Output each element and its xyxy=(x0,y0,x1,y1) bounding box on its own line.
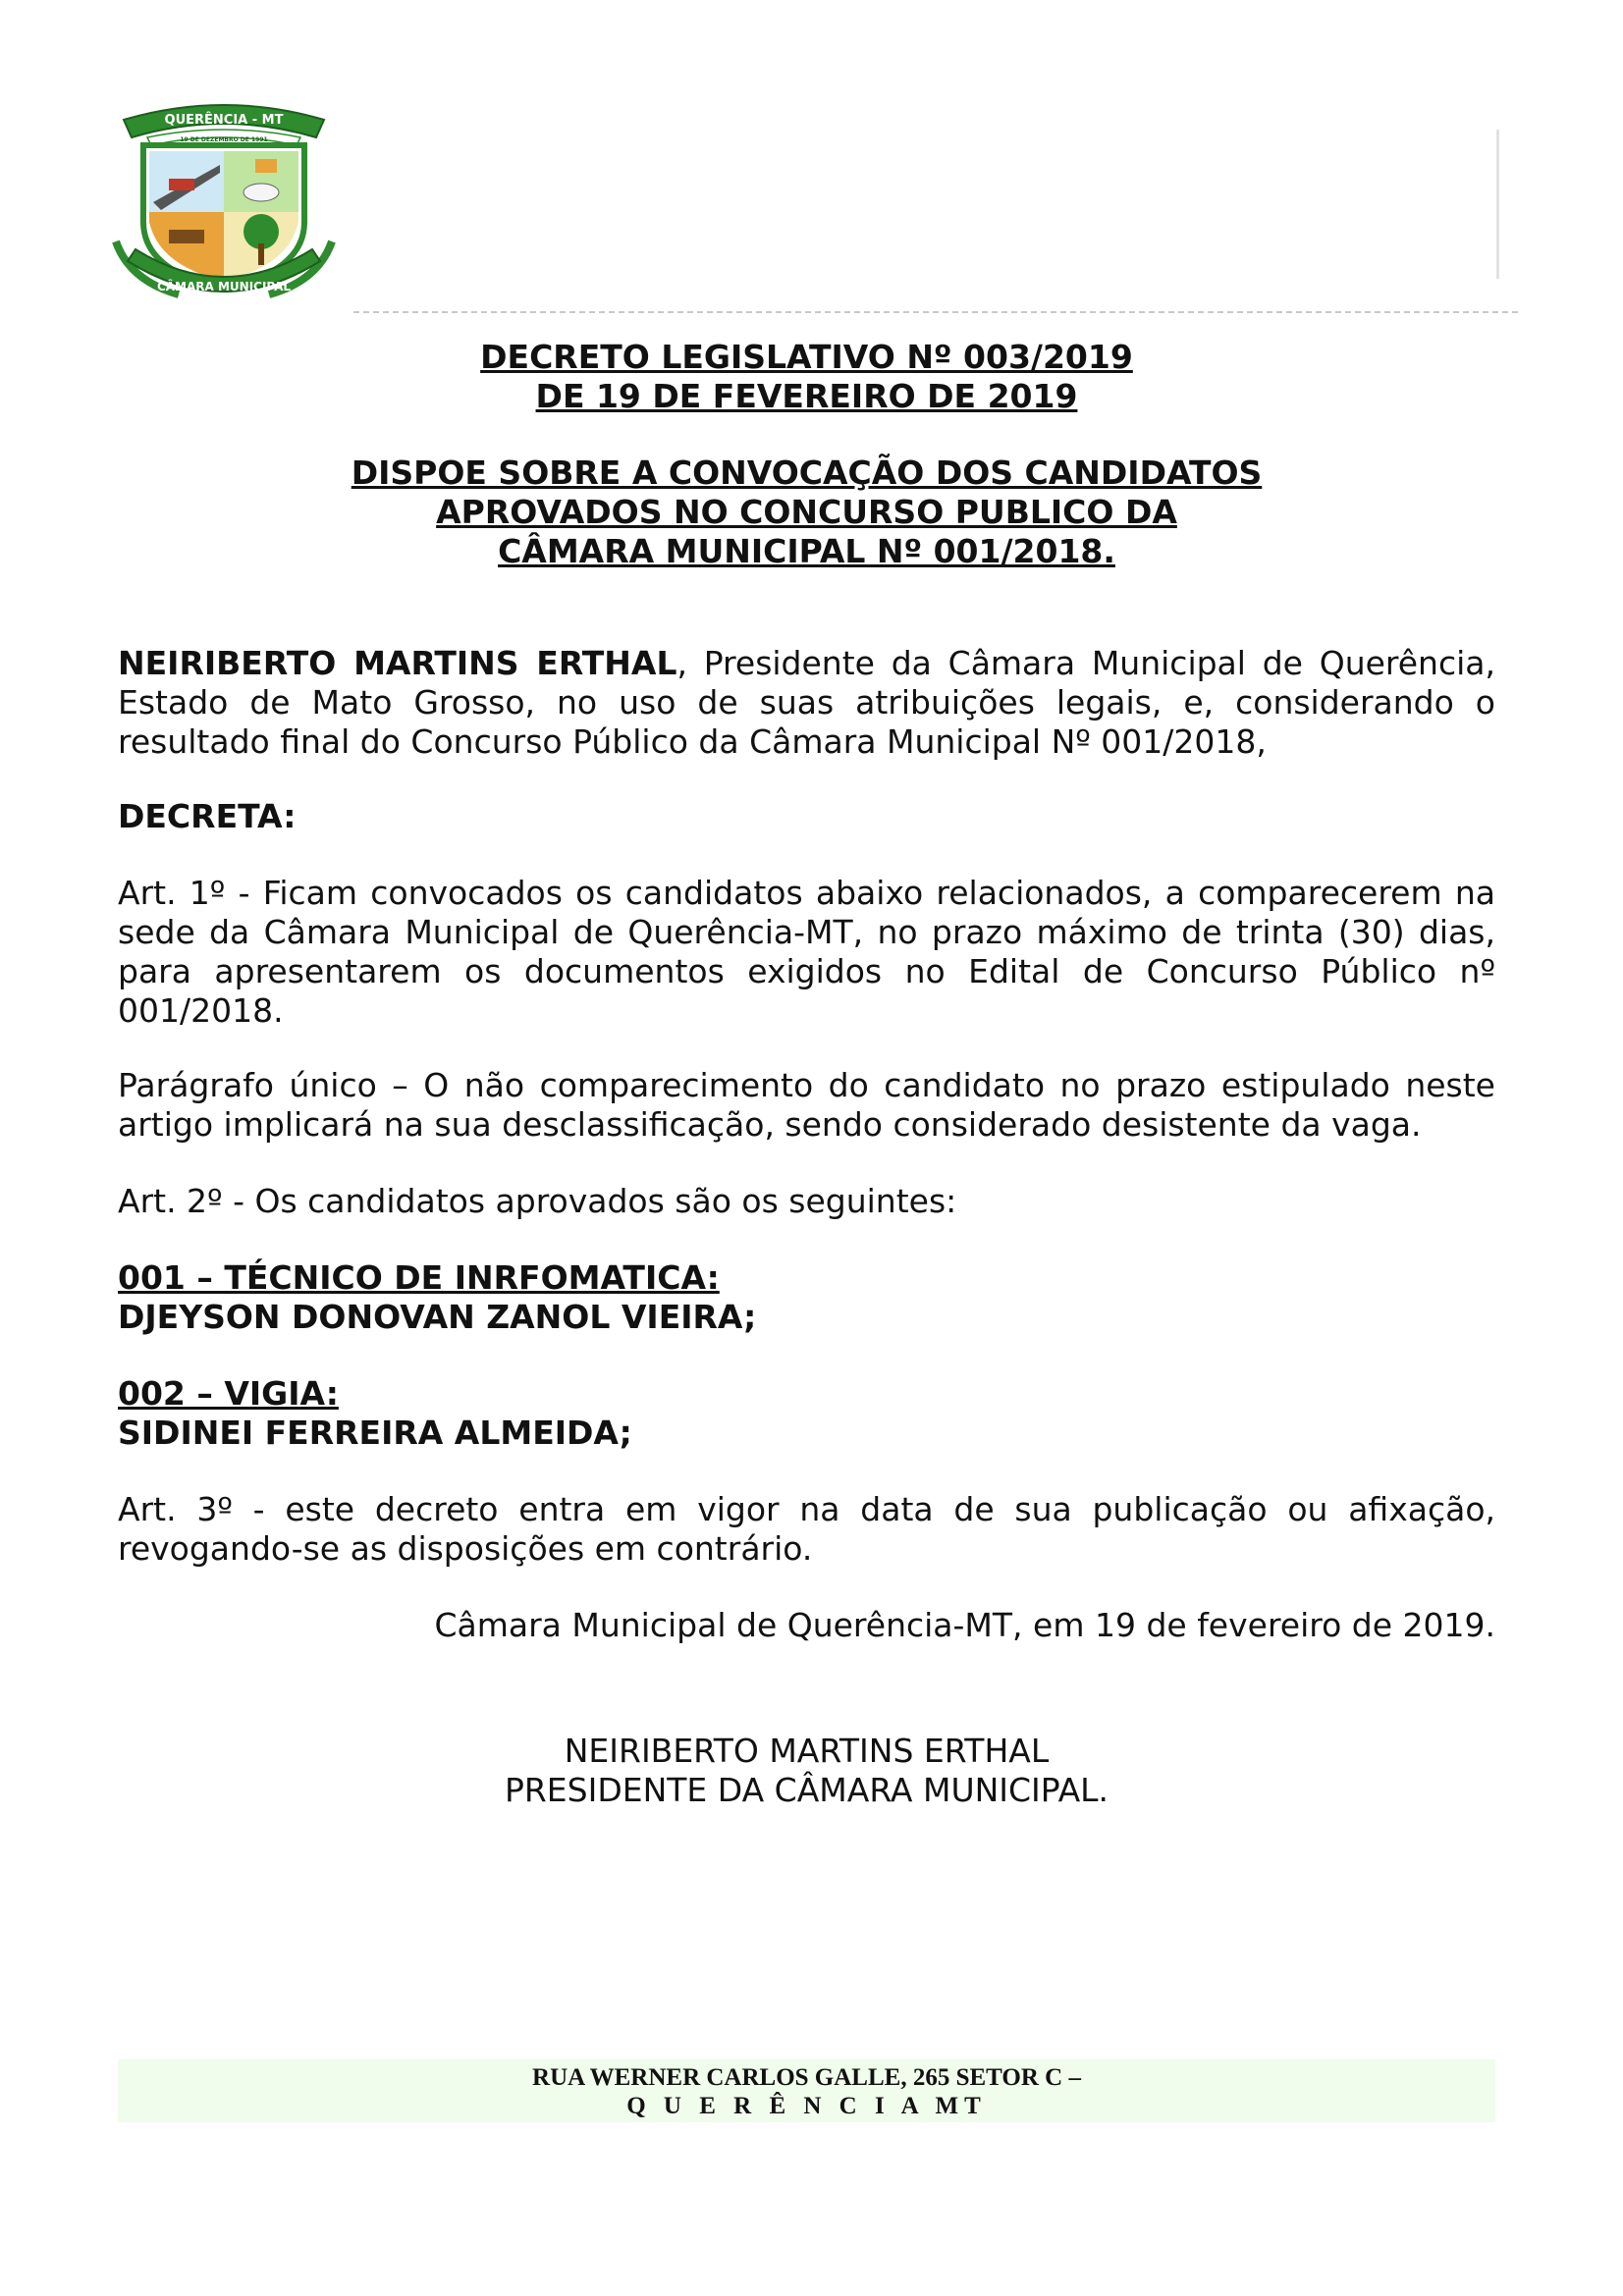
article-3: Art. 3º - este decreto entra em vigor na data de sua publicação ou afixação, revogando-se as disposições em contrário. xyxy=(118,1490,1495,1568)
signature-block xyxy=(118,1732,1495,1810)
header-divider xyxy=(353,311,1518,313)
article-2: Art. 2º - Os candidatos aprovados são os seguintes: xyxy=(118,1182,957,1220)
place-and-date: Câmara Municipal de Querência-MT, em 19 de fevereiro de 2019. xyxy=(434,1606,1495,1644)
scan-edge-mark xyxy=(1496,130,1499,279)
footer-address: RUA WERNER CARLOS GALLE, 265 SETOR C – xyxy=(532,2064,1081,2091)
position-001 xyxy=(118,1258,1495,1337)
article-1: Art. 1º - Ficam convocados os candidatos abaixo relacionados, a comparecerem na sede da Câmara Municipal de Querência-MT, no prazo máximo de trinta (30) dias, para apresentarem os documentos exigidos no Edital de Concurso Público nº 001/2018. xyxy=(118,874,1495,1030)
title-line-1: DECRETO LEGISLATIVO Nº 003/2019 xyxy=(480,338,1133,376)
candidate-name: DJEYSON DONOVAN ZANOL VIEIRA; xyxy=(118,1298,757,1336)
intro-paragraph xyxy=(118,644,1495,762)
decreta-heading: DECRETA: xyxy=(118,797,297,835)
logo-top-text: QUERÊNCIA - MT xyxy=(164,113,284,128)
paragrafo-unico: Parágrafo único – O não comparecimento do candidato no prazo estipulado neste artigo implicará na sua desclassificação, sendo considerado desistente da vaga. xyxy=(118,1066,1495,1144)
position-title: 001 – TÉCNICO DE INRFOMATICA: xyxy=(118,1258,720,1297)
position-title: 002 – VIGIA: xyxy=(118,1374,339,1413)
logo-ribbon-text: 19 DE DEZEMBRO DE 1991 xyxy=(180,136,268,143)
subject-line-1: DISPOE SOBRE A CONVOCAÇÃO DOS CANDIDATOS xyxy=(351,454,1263,492)
subject-line-3: CÂMARA MUNICIPAL Nº 001/2018. xyxy=(498,532,1115,570)
signatory-role: PRESIDENTE DA CÂMARA MUNICIPAL. xyxy=(504,1771,1109,1809)
intro-text: , Presidente da Câmara Municipal de Querência, Estado de Mato Grosso, no uso de suas atribuições legais, e, considerando o resultado final do Concurso Público da Câmara Municipal Nº 001/2018, xyxy=(118,644,1495,761)
candidate-name: SIDINEI FERREIRA ALMEIDA; xyxy=(118,1414,632,1452)
municipal-coat-of-arms-logo xyxy=(110,94,338,302)
president-name: NEIRIBERTO MARTINS ERTHAL xyxy=(118,644,677,682)
signatory-name: NEIRIBERTO MARTINS ERTHAL xyxy=(564,1732,1050,1770)
logo-bottom-text: CÂMARA MUNICIPAL xyxy=(156,280,292,294)
document-title xyxy=(118,338,1495,571)
footer-city: Q U E R Ê N C I A MT xyxy=(626,2093,987,2119)
subject-line-2: APROVADOS NO CONCURSO PUBLICO DA xyxy=(436,493,1177,531)
address-footer xyxy=(118,2059,1495,2122)
position-002 xyxy=(118,1374,1495,1453)
title-line-2: DE 19 DE FEVEREIRO DE 2019 xyxy=(535,377,1078,415)
